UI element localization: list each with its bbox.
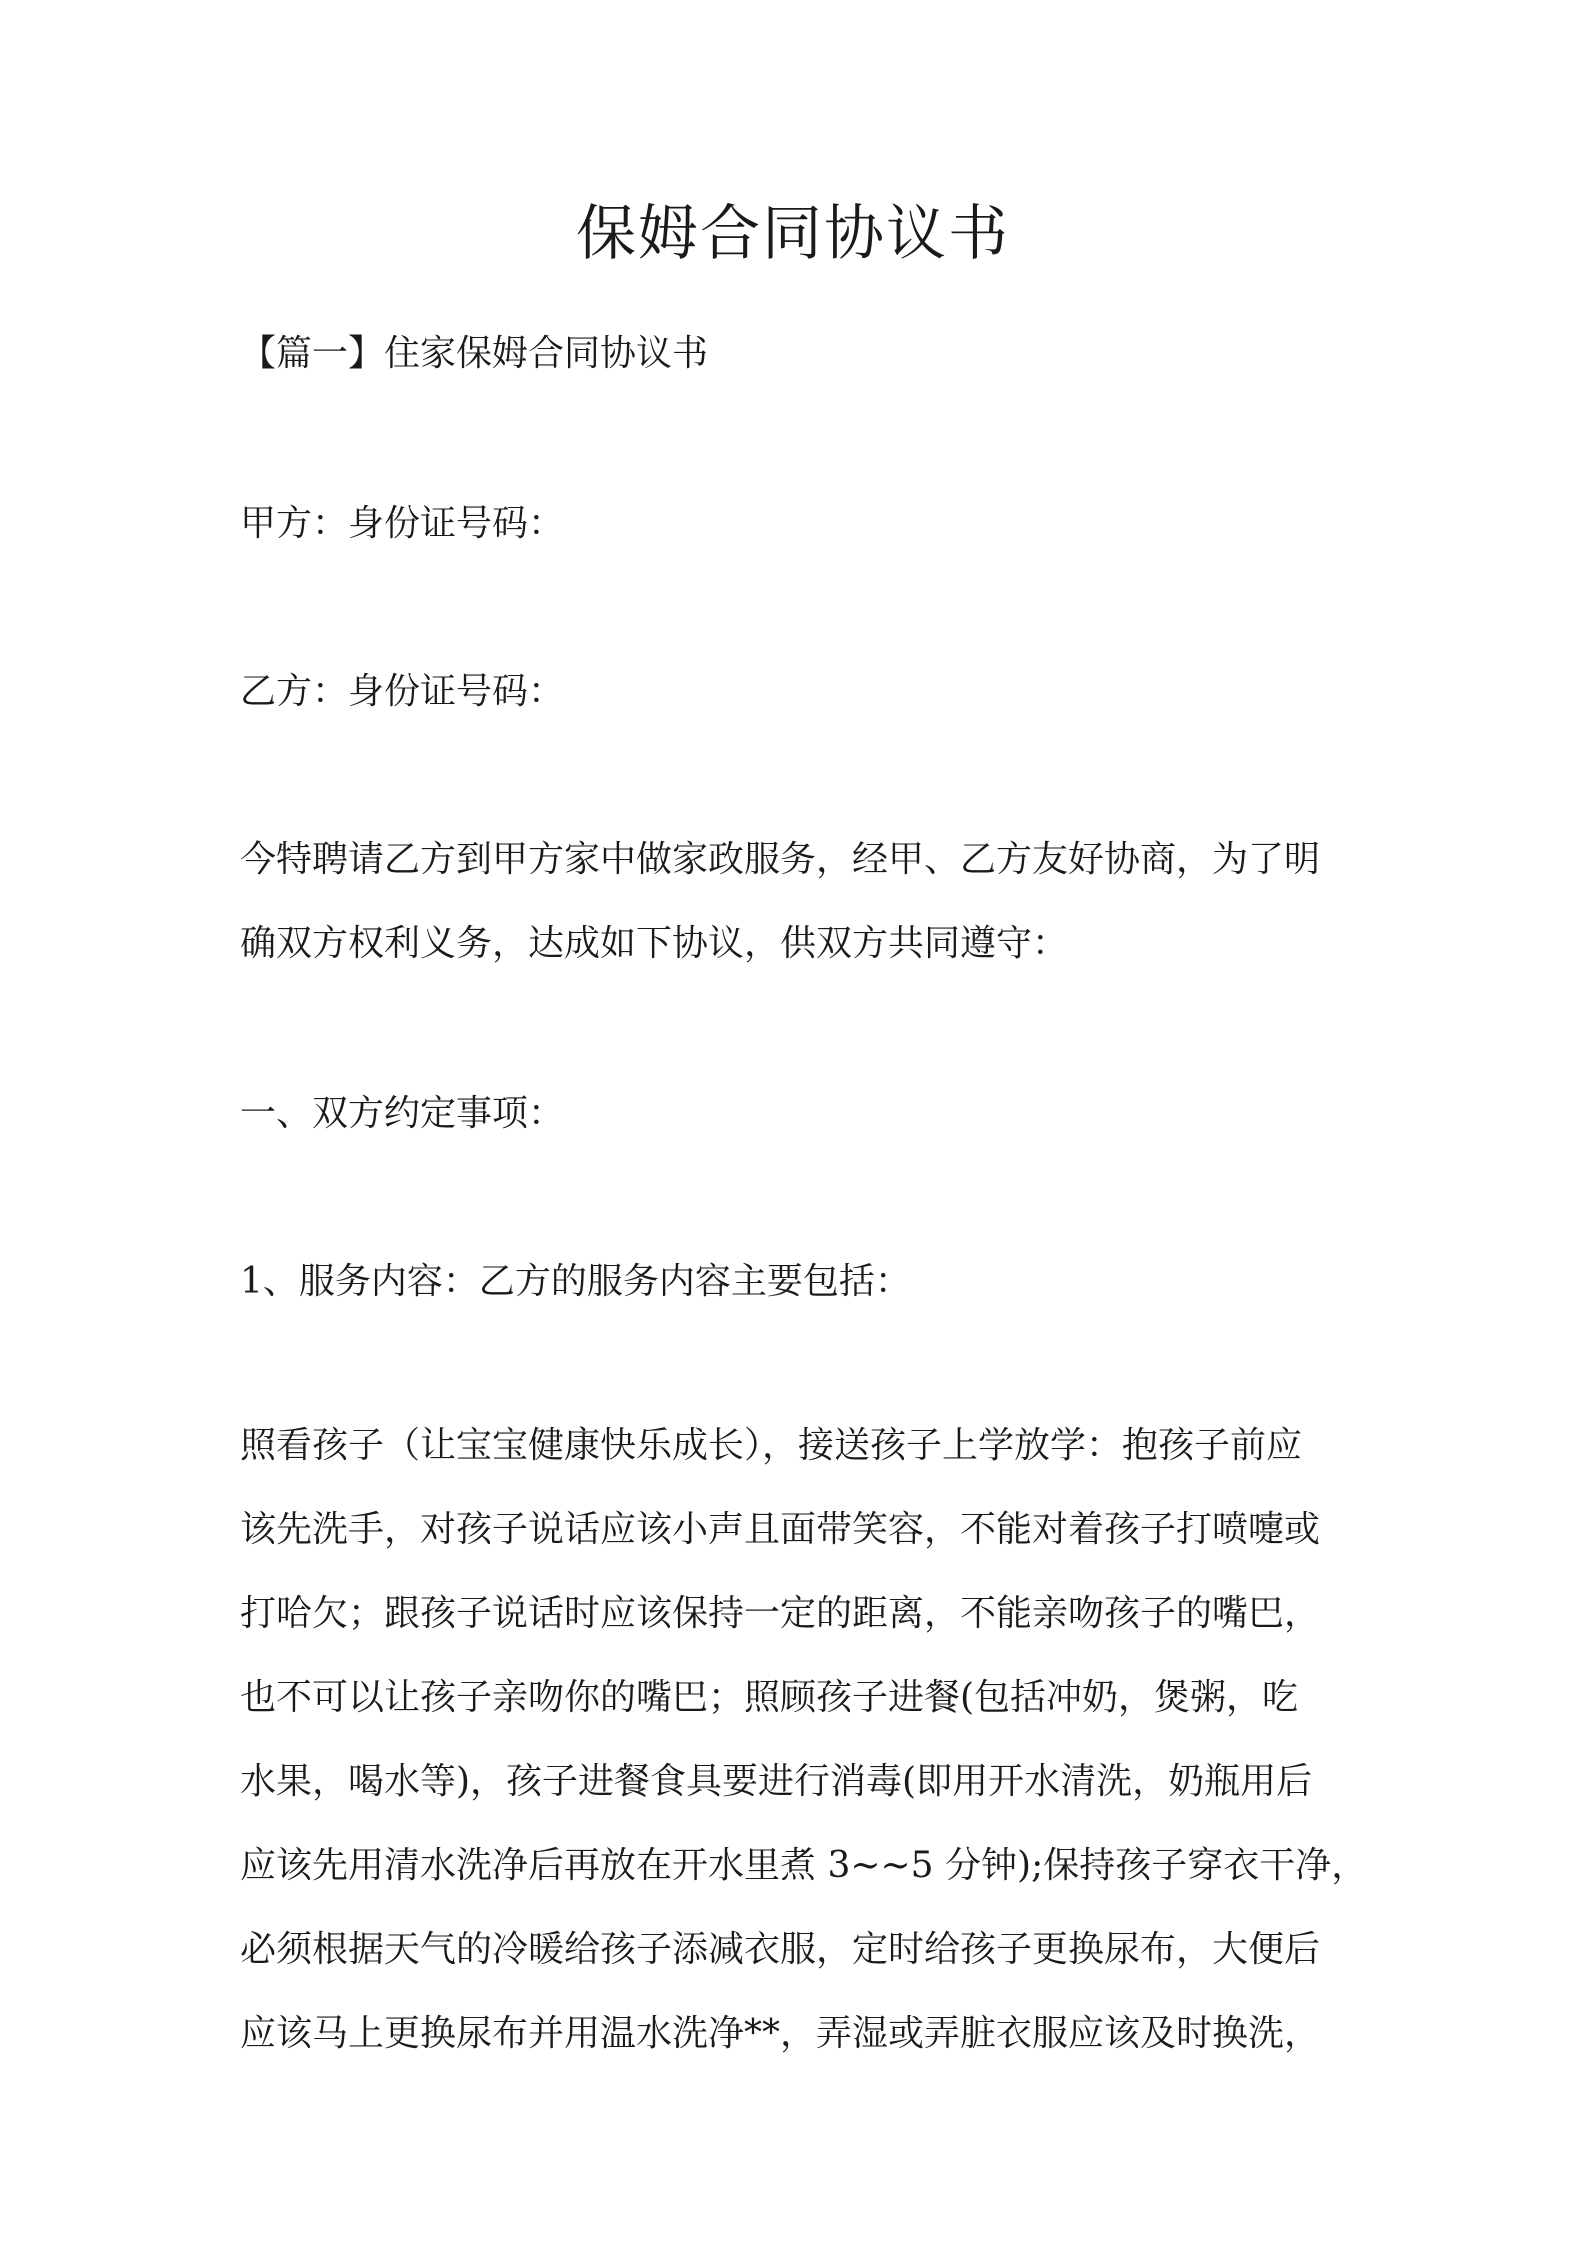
service-line: 应该马上更换尿布并用温水洗净**，弄湿或弄脏衣服应该及时换洗， [240, 2013, 1321, 2054]
intro-line: 今特聘请乙方到甲方家中做家政服务，经甲、乙方友好协商，为了明 [240, 839, 1321, 880]
section-heading: 【篇一】住家保姆合同协议书 [240, 333, 709, 374]
service-line: 必须根据天气的冷暖给孩子添减衣服，定时给孩子更换尿布，大便后 [240, 1929, 1321, 1970]
clause-heading: 一、双方约定事项： [240, 1093, 565, 1134]
intro-paragraph [240, 836, 1360, 1004]
intro-line: 确双方权利义务，达成如下协议，供双方共同遵守： [240, 923, 1069, 964]
service-paragraph [240, 1422, 1368, 2094]
service-line: 也不可以让孩子亲吻你的嘴巴；照顾孩子进餐(包括冲奶，煲粥，吃 [240, 1677, 1299, 1718]
document-title: 保姆合同协议书 [576, 199, 1010, 269]
service-line: 该先洗手，对孩子说话应该小声且面带笑容，不能对着孩子打喷嚏或 [240, 1509, 1321, 1550]
service-line: 应该先用清水洗净后再放在开水里煮 3~~5 分钟);保持孩子穿衣干净， [240, 1845, 1368, 1886]
service-line: 打哈欠；跟孩子说话时应该保持一定的距离，不能亲吻孩子的嘴巴， [240, 1593, 1321, 1634]
service-line: 照看孩子（让宝宝健康快乐成长），接送孩子上学放学：抱孩子前应 [240, 1425, 1303, 1466]
party-b-line: 乙方：身份证号码： [240, 671, 565, 712]
party-a-line: 甲方：身份证号码： [240, 503, 565, 544]
service-line: 水果，喝水等)，孩子进餐食具要进行消毒(即用开水清洗，奶瓶用后 [240, 1761, 1313, 1802]
service-heading: 1、服务内容：乙方的服务内容主要包括： [240, 1261, 911, 1302]
